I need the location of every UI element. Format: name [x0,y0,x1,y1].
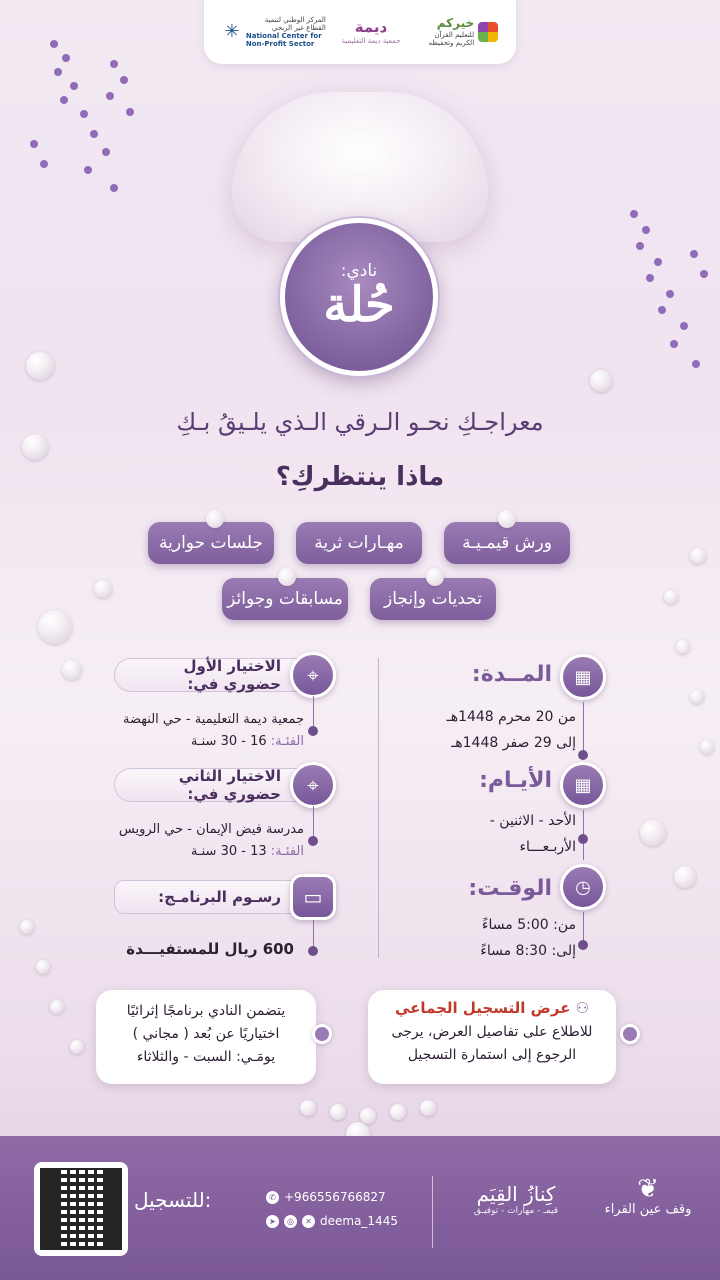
deema-logo [342,19,401,44]
khairukum-logo-sub: للتعليم القرآن الكريم وتحفيظه [428,30,475,47]
days-line1: الأحد - الاثنين - [489,813,576,829]
social-handle-text: deema_1445 [320,1214,398,1228]
x-icon: ✕ [302,1215,315,1228]
waqf-title: وقف عين القراء [604,1202,692,1217]
ncnp-logo-text: المركز الوطني لتنمية القطاع غير الربحي [264,15,326,32]
group-offer-marker [620,1024,640,1044]
wallet-icon: ▭ [290,874,336,920]
days-line2: الأربـعـــاء [519,839,576,855]
registration-qr-code[interactable] [34,1162,128,1256]
remote-note-line2: اختياريًا عن بُعد ( مجاني ) [132,1026,280,1043]
duration-title: المــدة: [471,662,552,687]
venue-second-age-value: 13 - 30 سنـة [190,844,267,859]
venue-second-place: مدرسة فيض الإيمان - حي الرويس [118,822,304,837]
venue-first-place: جمعية ديمة التعليمية - حي النهضة [123,712,304,727]
clock-icon: ◷ [560,864,606,910]
ncnp-logo [222,16,326,48]
ncnp-logo-icon: ✳ [222,22,242,42]
group-offer-title [368,996,616,1021]
column-divider [378,658,379,958]
deema-logo-text: ديمة [354,18,388,37]
venue-first-title: الاختيار الأول حضوري في: [183,657,281,693]
waqf-logo-icon: ❦ [637,1174,659,1204]
waqf-logo [598,1176,698,1217]
group-users-icon: ⚇ [575,999,590,1017]
location-pin-icon: ⌖ [290,762,336,808]
group-offer-line1: للاطلاع على تفاصيل العرض، يرجى [391,1023,593,1040]
footer [0,1136,720,1280]
lavender-decoration-right [600,200,720,400]
venue-second-title: الاختيار الثاني حضوري في: [178,767,281,803]
kinaz-alqiyam-logo [446,1182,586,1216]
partner-logos-bar [204,0,516,64]
time-title: الوقـت: [468,876,552,901]
kinaz-sub: قيمـ - مهارات - توفيـق [473,1206,559,1216]
social-handle[interactable] [266,1214,398,1228]
lavender-decoration-left [10,20,160,240]
deema-logo-sub: جمعية ديمة التعليمية [341,36,401,45]
location-pin-icon: ⌖ [290,652,336,698]
khairukum-logo [416,17,498,47]
remote-note-line3: يومَـي: السبت - والثلاثاء [136,1049,276,1066]
calendar-icon: ▦ [560,654,606,700]
group-offer-line2: الرجوع إلى استمارة التسجيل [407,1046,577,1063]
feature-pill-workshops: ورش قيمـيـة [444,522,570,564]
instagram-icon: ◎ [284,1215,297,1228]
footer-divider [432,1176,433,1248]
club-emblem [280,218,438,376]
feature-pill-challenges: تحديات وإنجاز [370,578,496,620]
telegram-icon: ➤ [266,1215,279,1228]
days-title: الأيـام: [479,768,552,793]
feature-pill-competitions: مسابقات وجوائز [222,578,348,620]
khairukum-logo-text: خيركم [436,16,475,31]
tagline: معراجـكِ نحـو الـرقي الـذي يلـيقُ بـكِ [176,408,544,436]
time-from: من: 5:00 مساءً [481,917,576,933]
whatsapp-icon: ✆ [266,1191,279,1204]
feature-pill-dialogues: جلسات حوارية [148,522,274,564]
ncnp-logo-sub: National Center for Non-Profit Sector [245,32,322,49]
venue-first-age-label: الفئـة: [270,734,304,749]
venue-second-age [114,844,304,859]
club-name: حُلة [323,277,395,333]
fees-title: رسـوم البرنامـج: [158,888,281,906]
register-label: :للتسجيل [134,1188,212,1212]
feature-pill-skills: مهـارات ثرية [296,522,422,564]
venue-second-age-label: الفئـة: [270,844,304,859]
whatsapp-contact[interactable] [266,1190,386,1204]
duration-to: إلى 29 صفر 1448هـ [451,735,576,751]
fees-value: 600 ريال للمستفيـــدة [126,940,294,958]
remote-program-note [96,990,316,1084]
group-registration-offer [368,990,616,1084]
remote-note-line1: يتضمن النادي برنامجًا إثرائيًا [126,1003,286,1019]
khairukum-logo-icon [478,22,498,42]
club-label: نادي: [340,261,378,281]
kinaz-title: كِنازُ القِيَم [476,1182,556,1206]
what-awaits-heading: ماذا ينتظركِ؟ [275,462,445,492]
time-to: إلى: 8:30 مساءً [480,943,576,959]
group-offer-title-text: عرض التسجيل الجماعي [394,999,571,1017]
venue-first-age-value: 16 - 30 سنـة [190,734,267,749]
venue-first-age [114,734,304,749]
remote-note-marker [312,1024,332,1044]
duration-from: من 20 محرم 1448هـ [446,709,576,725]
calendar-icon: ▦ [560,762,606,808]
phone-number: +966556766827 [284,1190,386,1204]
